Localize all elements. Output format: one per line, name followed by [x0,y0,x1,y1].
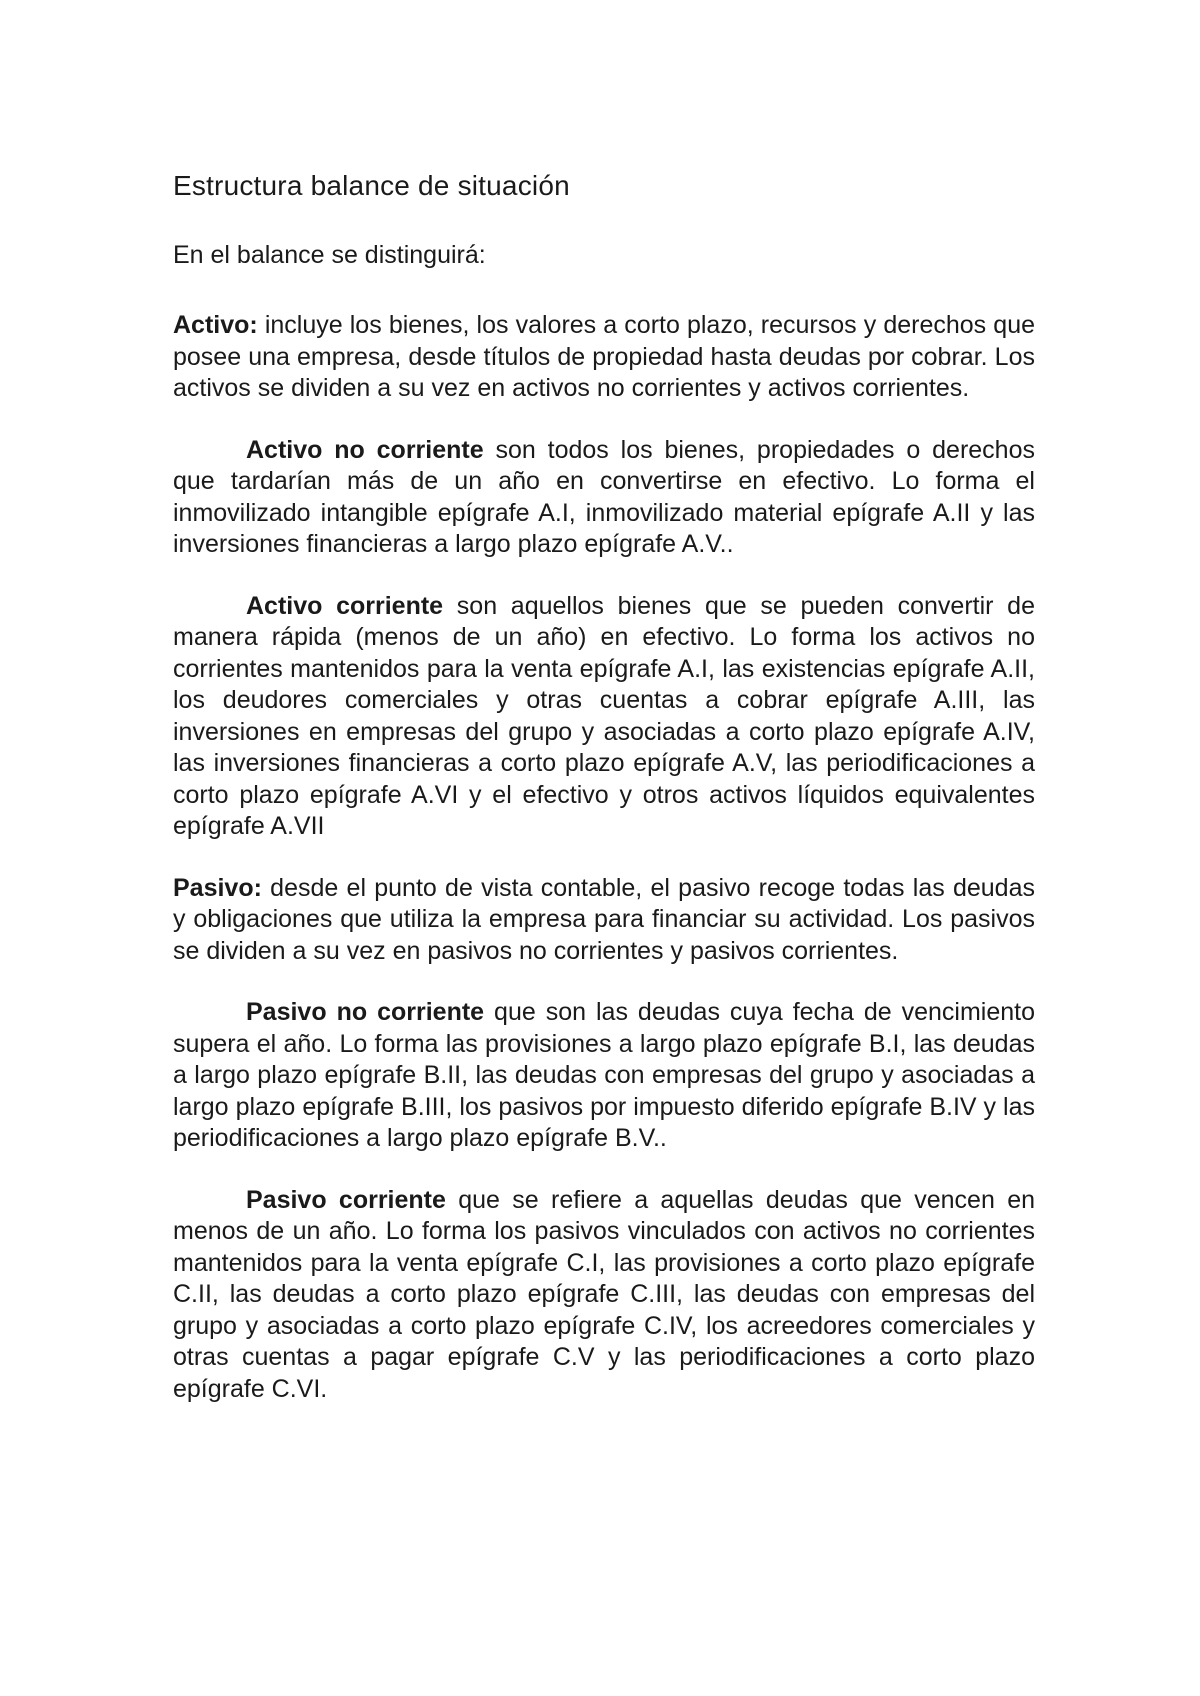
section-text: desde el punto de vista contable, el pasivo recoge todas las deudas y obligaciones que utiliza la empresa para financiar su actividad. Los pasivos se dividen a su vez en pasivos no corrientes y pasivos corrientes. [173,873,1035,965]
section-text: incluye los bienes, los valores a corto plazo, recursos y derechos que posee una empresa, desde títulos de propiedad hasta deudas por cobrar. Los activos se dividen a su vez en activos no corrientes y activos corrientes. [173,311,1035,403]
section-term: Activo no corriente [246,435,484,464]
section-pasivo-corriente [173,1185,1035,1406]
section-pasivo-no-corriente [173,997,1035,1155]
section-text: son aquellos bienes que se pueden convertir de manera rápida (menos de un año) en efectivo. Lo forma los activos no corrientes mantenidos para la venta epígrafe A.I, las existencias epígrafe A.II, los deudores comerciales y otras cuentas a cobrar epígrafe A.III, las inversiones en empresas del grupo y asociadas a corto plazo epígrafe A.IV, las inversiones financieras a corto plazo epígrafe A.V, las periodificaciones a corto plazo epígrafe A.VI y el efectivo y otros activos líquidos equivalentes epígrafe A.VII [173,591,1035,841]
document-page [173,170,1035,1405]
document-title: Estructura balance de situación [173,170,570,201]
section-activo-corriente [173,591,1035,843]
intro-text: En el balance se distinguirá: [173,241,486,270]
section-term: Pasivo: [173,873,262,902]
section-term: Pasivo no corriente [246,998,485,1027]
section-term: Activo: [173,311,258,340]
section-text: que se refiere a aquellas deudas que vencen en menos de un año. Lo forma los pasivos vinculados con activos no corrientes mantenidos para la venta epígrafe C.I, las provisiones a corto plazo epígrafe C.II, las deudas a corto plazo epígrafe C.III, las deudas con empresas del grupo y asociadas a corto plazo epígrafe C.IV, los acreedores comerciales y otras cuentas a pagar epígrafe C.V y las periodificaciones a corto plazo epígrafe C.VI. [173,1185,1035,1403]
section-activo [173,310,1035,405]
section-text: que son las deudas cuya fecha de vencimiento supera el año. Lo forma las provisiones a largo plazo epígrafe B.I, las deudas a largo plazo epígrafe B.II, las deudas con empresas del grupo y asociadas a largo plazo epígrafe B.III, los pasivos por impuesto diferido epígrafe B.IV y las periodificaciones a largo plazo epígrafe B.V.. [173,998,1035,1153]
section-term: Activo corriente [246,591,444,620]
section-activo-no-corriente [173,435,1035,561]
section-text: son todos los bienes, propiedades o derechos que tardarían más de un año en convertirse en efectivo. Lo forma el inmovilizado intangible epígrafe A.I, inmovilizado material epígrafe A.II y las inversiones financieras a largo plazo epígrafe A.V.. [173,435,1035,559]
section-pasivo [173,873,1035,968]
section-term: Pasivo corriente [246,1185,446,1214]
